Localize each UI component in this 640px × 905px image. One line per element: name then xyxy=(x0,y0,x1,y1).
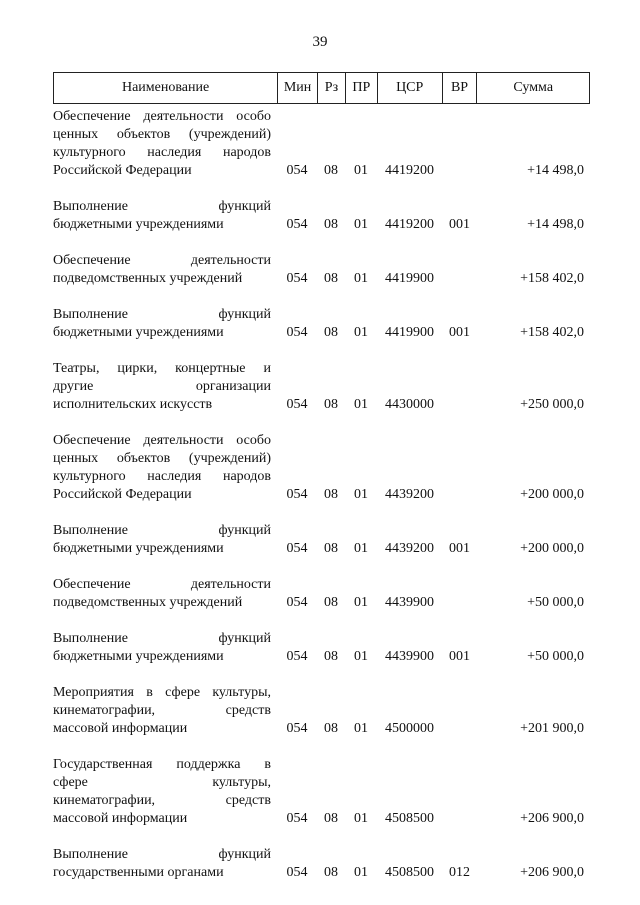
row-name-line: Выполнение функций xyxy=(53,523,271,538)
table-row xyxy=(53,432,590,504)
row-rz: 08 xyxy=(324,865,338,880)
row-name-line: Мероприятия в сфере культуры, xyxy=(53,685,271,700)
row-name-line: Государственная поддержка в xyxy=(53,757,271,772)
row-csr: 4439900 xyxy=(385,595,434,610)
row-name-line: исполнительских искусств xyxy=(53,397,213,412)
row-rz: 08 xyxy=(324,811,338,826)
row-rz: 08 xyxy=(324,721,338,736)
row-name-line: Выполнение функций xyxy=(53,847,271,862)
row-sum: +50 000,0 xyxy=(527,595,584,610)
row-name-line: другие организации xyxy=(53,379,271,394)
row-name-line: бюджетными учреждениями xyxy=(53,541,224,556)
row-name-line: Российской Федерации xyxy=(53,163,192,178)
row-pr: 01 xyxy=(354,541,368,556)
row-min: 054 xyxy=(286,649,308,664)
row-sum: +200 000,0 xyxy=(520,541,584,556)
row-sum: +50 000,0 xyxy=(527,649,584,664)
row-name-line: кинематографии, средств xyxy=(53,793,271,808)
row-rz: 08 xyxy=(324,649,338,664)
table-row xyxy=(53,108,590,180)
row-name-line: Выполнение функций xyxy=(53,307,271,322)
row-sum: +250 000,0 xyxy=(520,397,584,412)
row-name-line: Обеспечение деятельности xyxy=(53,577,271,592)
row-sum: +200 000,0 xyxy=(520,487,584,502)
header-vr: ВР xyxy=(442,73,477,103)
row-rz: 08 xyxy=(324,325,338,340)
row-csr: 4500000 xyxy=(385,721,434,736)
row-rz: 08 xyxy=(324,217,338,232)
row-csr: 4419200 xyxy=(385,163,434,178)
table-row xyxy=(53,306,590,342)
table-row xyxy=(53,576,590,612)
row-vr: 001 xyxy=(449,217,470,232)
row-min: 054 xyxy=(286,217,308,232)
row-csr: 4419200 xyxy=(385,217,434,232)
row-min: 054 xyxy=(286,595,308,610)
row-pr: 01 xyxy=(354,865,368,880)
row-csr: 4419900 xyxy=(385,271,434,286)
row-name-line: массовой информации xyxy=(53,721,188,736)
table-row xyxy=(53,684,590,738)
row-name xyxy=(53,108,277,180)
row-csr: 4419900 xyxy=(385,325,434,340)
header-csr: ЦСР xyxy=(377,73,442,103)
header-min: Мин xyxy=(277,73,317,103)
row-min: 054 xyxy=(286,721,308,736)
header-sum: Сумма xyxy=(476,73,589,103)
row-vr: 001 xyxy=(449,541,470,556)
row-min: 054 xyxy=(286,397,308,412)
row-name xyxy=(53,360,277,414)
row-name xyxy=(53,756,277,828)
row-name-line: Обеспечение деятельности особо xyxy=(53,433,271,448)
row-name-line: бюджетными учреждениями xyxy=(53,325,224,340)
table-row xyxy=(53,198,590,234)
row-pr: 01 xyxy=(354,595,368,610)
row-pr: 01 xyxy=(354,271,368,286)
table-body xyxy=(53,108,590,900)
row-csr: 4439200 xyxy=(385,541,434,556)
row-min: 054 xyxy=(286,325,308,340)
row-pr: 01 xyxy=(354,487,368,502)
row-sum: +206 900,0 xyxy=(520,865,584,880)
row-name xyxy=(53,522,277,558)
row-pr: 01 xyxy=(354,163,368,178)
page-number: 39 xyxy=(312,34,328,50)
row-vr: 001 xyxy=(449,325,470,340)
row-rz: 08 xyxy=(324,271,338,286)
row-vr: 001 xyxy=(449,649,470,664)
row-pr: 01 xyxy=(354,811,368,826)
row-name xyxy=(53,684,277,738)
row-rz: 08 xyxy=(324,163,338,178)
row-name-line: государственными органами xyxy=(53,865,224,880)
row-sum: +158 402,0 xyxy=(520,271,584,286)
row-sum: +14 498,0 xyxy=(527,217,584,232)
table-row xyxy=(53,252,590,288)
header-name: Наименование xyxy=(121,80,210,95)
row-pr: 01 xyxy=(354,397,368,412)
row-name-line: культурного наследия народов xyxy=(53,145,271,160)
header-pr: ПР xyxy=(345,73,377,103)
row-name-line: подведомственных учреждений xyxy=(53,595,243,610)
row-name-line: сфере культуры, xyxy=(53,775,271,790)
row-name-line: Театры, цирки, концертные и xyxy=(53,361,271,376)
row-name-line: культурного наследия народов xyxy=(53,469,271,484)
row-name-line: Обеспечение деятельности xyxy=(53,253,271,268)
row-csr: 4430000 xyxy=(385,397,434,412)
row-name-line: ценных объектов (учреждений) xyxy=(53,451,271,466)
row-name xyxy=(53,846,277,882)
row-csr: 4508500 xyxy=(385,811,434,826)
table-header xyxy=(53,72,590,104)
row-sum: +158 402,0 xyxy=(520,325,584,340)
row-rz: 08 xyxy=(324,397,338,412)
row-name xyxy=(53,306,277,342)
table-row xyxy=(53,846,590,882)
row-csr: 4439200 xyxy=(385,487,434,502)
row-min: 054 xyxy=(286,163,308,178)
table-row xyxy=(53,630,590,666)
row-min: 054 xyxy=(286,541,308,556)
row-name xyxy=(53,576,277,612)
row-csr: 4508500 xyxy=(385,865,434,880)
header-rz: Рз xyxy=(317,73,345,103)
row-sum: +201 900,0 xyxy=(520,721,584,736)
row-pr: 01 xyxy=(354,721,368,736)
row-name-line: подведомственных учреждений xyxy=(53,271,243,286)
row-min: 054 xyxy=(286,865,308,880)
row-name-line: кинематографии, средств xyxy=(53,703,271,718)
row-sum: +206 900,0 xyxy=(520,811,584,826)
table-row xyxy=(53,360,590,414)
row-name xyxy=(53,432,277,504)
row-min: 054 xyxy=(286,271,308,286)
row-name-line: массовой информации xyxy=(53,811,188,826)
row-rz: 08 xyxy=(324,541,338,556)
row-name xyxy=(53,252,277,288)
row-name xyxy=(53,630,277,666)
row-rz: 08 xyxy=(324,595,338,610)
row-min: 054 xyxy=(286,487,308,502)
row-name-line: Выполнение функций xyxy=(53,631,271,646)
row-name-line: бюджетными учреждениями xyxy=(53,217,224,232)
row-name-line: бюджетными учреждениями xyxy=(53,649,224,664)
row-name-line: Обеспечение деятельности особо xyxy=(53,109,271,124)
table-row xyxy=(53,522,590,558)
row-name-line: ценных объектов (учреждений) xyxy=(53,127,271,142)
row-name-line: Выполнение функций xyxy=(53,199,271,214)
row-pr: 01 xyxy=(354,649,368,664)
row-rz: 08 xyxy=(324,487,338,502)
row-vr: 012 xyxy=(449,865,470,880)
row-sum: +14 498,0 xyxy=(527,163,584,178)
row-name xyxy=(53,198,277,234)
row-pr: 01 xyxy=(354,325,368,340)
row-min: 054 xyxy=(286,811,308,826)
table-row xyxy=(53,756,590,828)
row-pr: 01 xyxy=(354,217,368,232)
row-name-line: Российской Федерации xyxy=(53,487,192,502)
row-csr: 4439900 xyxy=(385,649,434,664)
